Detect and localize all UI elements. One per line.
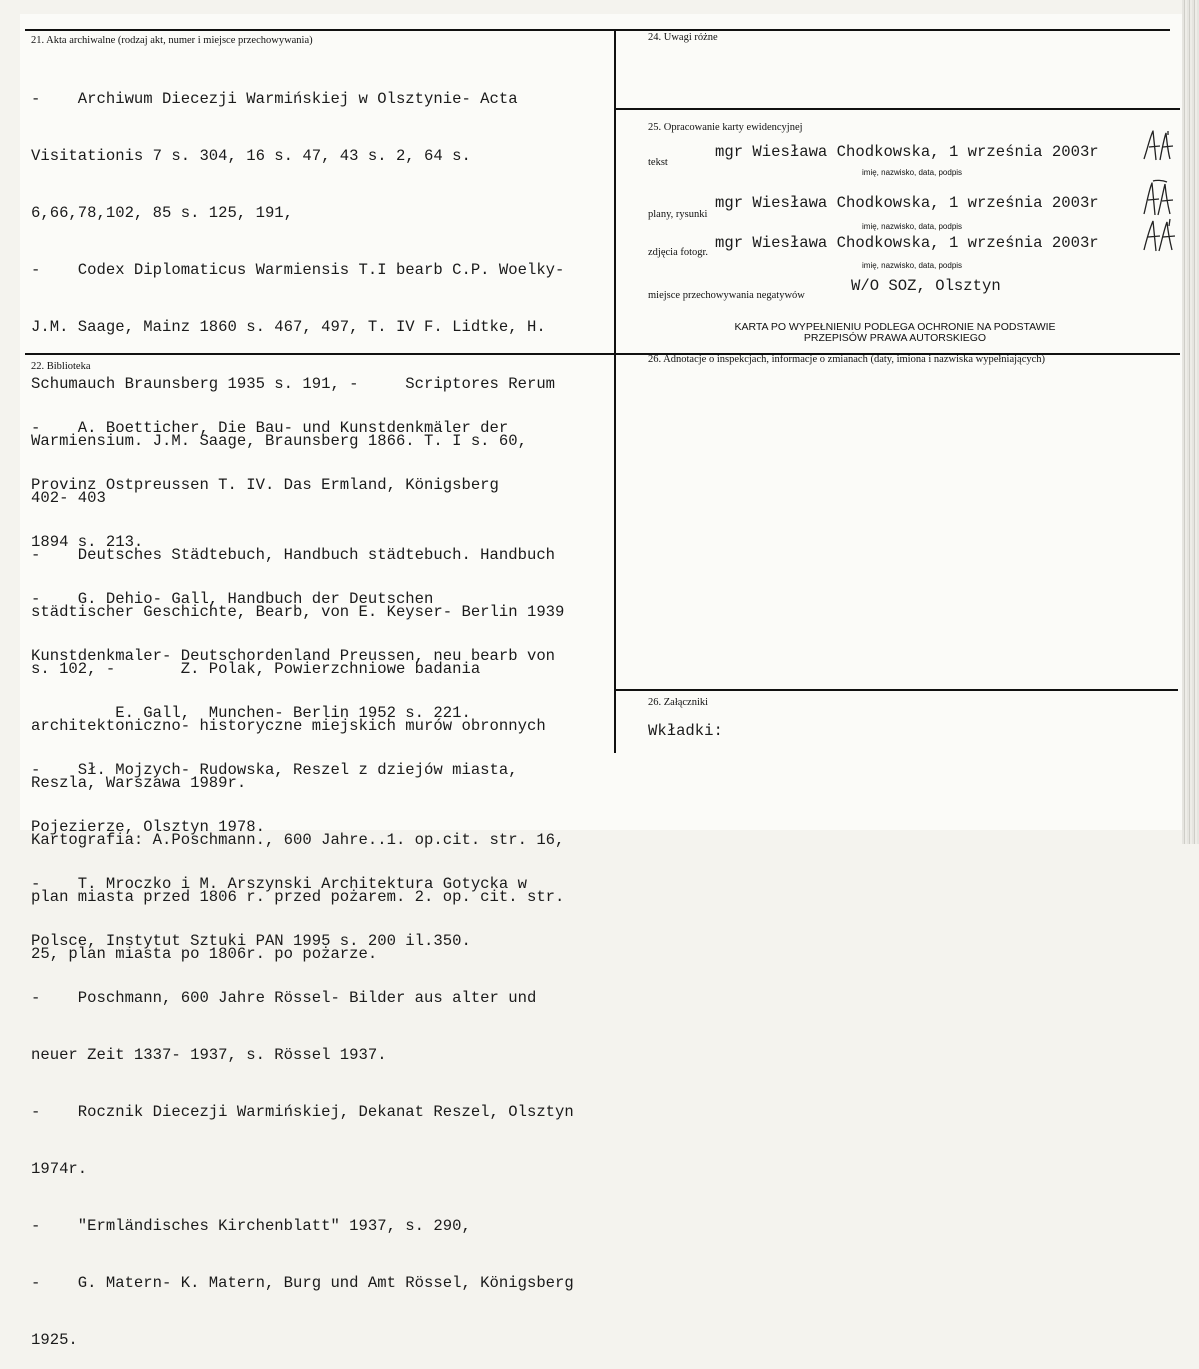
row-label-plany: plany, rysunki bbox=[648, 209, 708, 220]
text-line: Kunstdenkmaler- Deutschordenland Preussen, neu bearb von bbox=[31, 647, 556, 665]
stacked-pages-edge bbox=[1182, 0, 1199, 844]
signature-plany bbox=[1140, 178, 1176, 220]
text-line: E. Gall, Munchen- Berlin 1952 s. 221. bbox=[31, 704, 471, 722]
row-value-zdjecia: mgr Wiesława Chodkowska, 1 września 2003r bbox=[715, 234, 1099, 252]
section-26-attachments-header: 26. Załączniki bbox=[648, 697, 709, 708]
right-divider-24 bbox=[615, 108, 1180, 110]
section-26-annotations-header: 26. Adnotacje o inspekcjach, informacje o zmianach (daty, imiona i nazwiska wypełniających) bbox=[648, 354, 1046, 365]
text-line: 6,66,78,102, 85 s. 125, 191, bbox=[31, 204, 294, 222]
section-25-header: 25. Opracowanie karty ewidencyjnej bbox=[648, 122, 803, 133]
text-line: 25, plan miasta po 1806r. po pożarze. bbox=[31, 945, 378, 963]
text-line: s. 102, - Z. Polak, Powierzchniowe badania bbox=[31, 660, 481, 678]
negatives-label: miejsce przechowywania negatywów bbox=[648, 290, 805, 301]
vertical-divider bbox=[614, 29, 616, 753]
text-line: 1974r. bbox=[31, 1160, 88, 1178]
copyright-notice bbox=[700, 322, 1090, 344]
signature-tekst bbox=[1140, 127, 1176, 165]
text-line: - "Ermländisches Kirchenblatt" 1937, s. 290, bbox=[31, 1217, 471, 1235]
text-line: neuer Zeit 1337- 1937, s. Rössel 1937. bbox=[31, 1046, 387, 1064]
text-line: - G. Matern- K. Matern, Burg und Amt Rössel, Königsberg bbox=[31, 1274, 574, 1292]
section-22-text bbox=[31, 381, 574, 1369]
text-line: Kartografia: A.Poschmann., 600 Jahre..1. op.cit. str. 16, bbox=[31, 831, 565, 849]
copyright-line-2: PRZEPISÓW PRAWA AUTORSKIEGO bbox=[803, 332, 987, 344]
row-value-plany: mgr Wiesława Chodkowska, 1 września 2003r bbox=[715, 194, 1099, 212]
text-line: - A. Boetticher, Die Bau- und Kunstdenkmäler der bbox=[31, 419, 509, 437]
copyright-line-1: KARTA PO WYPEŁNIENIU PODLEGA OCHRONIE NA PODSTAWIE bbox=[734, 321, 1056, 333]
row-label-tekst: tekst bbox=[648, 157, 668, 168]
text-line: architektoniczno- historyczne miejskich murów obronnych bbox=[31, 717, 546, 735]
text-line: Reszla, Warszawa 1989r. bbox=[31, 774, 247, 792]
row-value-tekst: mgr Wiesława Chodkowska, 1 września 2003r bbox=[715, 143, 1099, 161]
signature-zdjecia bbox=[1140, 216, 1178, 256]
negatives-value: W/O SOZ, Olsztyn bbox=[851, 277, 1001, 295]
text-line: J.M. Saage, Mainz 1860 s. 467, 497, T. IV F. Lidtke, H. bbox=[31, 318, 546, 336]
text-line: - G. Dehio- Gall, Handbuch der Deutschen bbox=[31, 590, 434, 608]
row-caption-zdjecia: imię, nazwisko, data, podpis bbox=[862, 261, 963, 270]
text-line: - Archiwum Diecezji Warmińskiej w Olsztynie- Acta bbox=[31, 90, 518, 108]
text-line: Pojezierze, Olsztyn 1978. bbox=[31, 818, 265, 836]
text-line: - Poschmann, 600 Jahre Rössel- Bilder aus alter und bbox=[31, 989, 537, 1007]
text-line: Polsce, Instytut Sztuki PAN 1995 s. 200 il.350. bbox=[31, 932, 471, 950]
text-line: - Deutsches Städtebuch, Handbuch städtebuch. Handbuch bbox=[31, 546, 556, 564]
text-line: - Sł. Mojzych- Rudowska, Reszel z dziejów miasta, bbox=[31, 761, 518, 779]
text-line: städtischer Geschichte, Bearb, von E. Keyser- Berlin 1939 bbox=[31, 603, 565, 621]
text-line: 402- 403 bbox=[31, 489, 106, 507]
row-caption-plany: imię, nazwisko, data, podpis bbox=[862, 222, 963, 231]
right-divider-26 bbox=[615, 689, 1178, 691]
text-line: - Codex Diplomaticus Warmiensis T.I bearb C.P. Woelky- bbox=[31, 261, 565, 279]
text-line: - Rocznik Diecezji Warmińskiej, Dekanat Reszel, Olsztyn bbox=[31, 1103, 574, 1121]
section-24-header: 24. Uwagi różne bbox=[648, 32, 718, 43]
text-line: 1925. bbox=[31, 1331, 78, 1349]
text-line: plan miasta przed 1806 r. przed pożarem. 2. op. cit. str. bbox=[31, 888, 565, 906]
text-line: Visitationis 7 s. 304, 16 s. 47, 43 s. 2, 64 s. bbox=[31, 147, 471, 165]
top-border bbox=[25, 29, 1170, 31]
section-22-header: 22. Biblioteka bbox=[31, 361, 91, 372]
text-line: 1894 s. 213. bbox=[31, 533, 144, 551]
text-line: Warmiensium. J.M. Saage, Braunsberg 1866. T. I s. 60, bbox=[31, 432, 527, 450]
text-line: Schumauch Braunsberg 1935 s. 191, - Scriptores Rerum bbox=[31, 375, 556, 393]
text-line: Provinz Ostpreussen T. IV. Das Ermland, Königsberg bbox=[31, 476, 499, 494]
section-21-header: 21. Akta archiwalne (rodzaj akt, numer i miejsce przechowywania) bbox=[31, 35, 313, 46]
attachments-value: Wkładki: bbox=[648, 722, 723, 740]
text-line: - T. Mroczko i M. Arszynski Architektura Gotycka w bbox=[31, 875, 527, 893]
row-label-zdjecia: zdjęcia fotogr. bbox=[648, 247, 709, 258]
row-caption-tekst: imię, nazwisko, data, podpis bbox=[862, 168, 963, 177]
